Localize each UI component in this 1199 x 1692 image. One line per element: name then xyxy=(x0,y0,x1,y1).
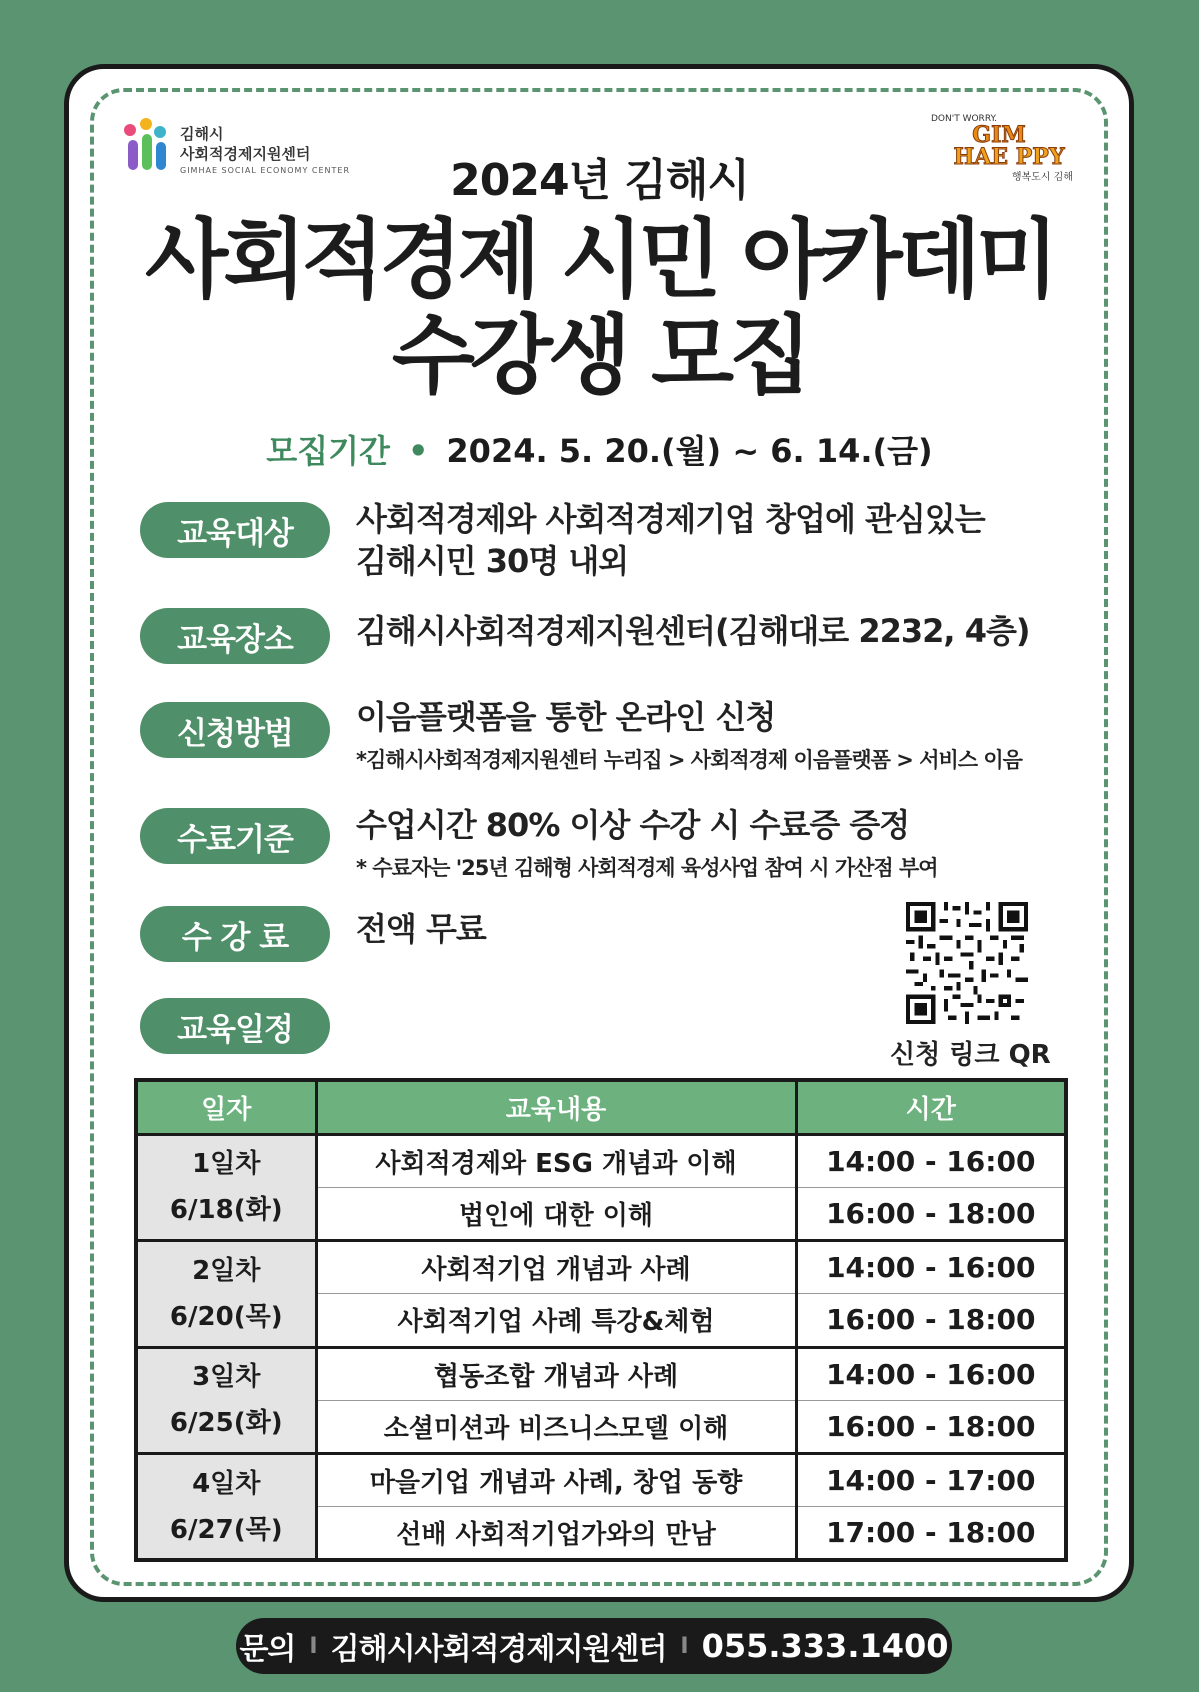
session-content: 사회적기업 사례 특강&체험 xyxy=(316,1294,796,1347)
recruit-period xyxy=(0,426,1199,472)
session-time: 14:00 - 16:00 xyxy=(796,1134,1066,1187)
target-text xyxy=(356,498,985,582)
target-line2: 김해시민 30명 내외 xyxy=(356,542,629,580)
period-value: 2024. 5. 20.(월) ~ 6. 14.(금) xyxy=(446,432,933,470)
session-time: 16:00 - 18:00 xyxy=(796,1400,1066,1453)
day-date: 6/27(목) xyxy=(169,1514,283,1545)
session-content: 소셜미션과 비즈니스모델 이해 xyxy=(316,1400,796,1453)
session-content: 사회적기업 개념과 사례 xyxy=(316,1241,796,1294)
contact-separator: I xyxy=(309,1633,317,1659)
day-date: 6/20(목) xyxy=(169,1301,283,1332)
completion-pill: 수료기준 xyxy=(140,808,330,864)
target-line1: 사회적경제와 사회적경제기업 창업에 관심있는 xyxy=(356,500,985,538)
session-time: 16:00 - 18:00 xyxy=(796,1294,1066,1347)
table-row xyxy=(136,1454,1066,1507)
period-label: 모집기간 xyxy=(266,432,390,470)
apply-text: 이음플랫폼을 통한 온라인 신청 xyxy=(356,698,776,736)
session-time: 14:00 - 16:00 xyxy=(796,1347,1066,1400)
schedule-pill: 교육일정 xyxy=(140,998,330,1054)
session-time: 14:00 - 17:00 xyxy=(796,1454,1066,1507)
header-date: 일자 xyxy=(136,1080,316,1134)
session-content: 선배 사회적기업가와의 만남 xyxy=(316,1507,796,1560)
session-time: 17:00 - 18:00 xyxy=(796,1507,1066,1560)
table-header-row xyxy=(136,1080,1066,1134)
schedule-table xyxy=(134,1078,1068,1562)
completion-text: 수업시간 80% 이상 수강 시 수료증 증정 xyxy=(356,806,910,844)
completion-note: * 수료자는 '25년 김해형 사회적경제 육성사업 참여 시 가산점 부여 xyxy=(356,856,938,880)
day-date: 6/25(화) xyxy=(169,1408,283,1439)
header-content: 교육내용 xyxy=(316,1080,796,1134)
session-time: 16:00 - 18:00 xyxy=(796,1187,1066,1240)
day-cell xyxy=(136,1347,316,1454)
period-bullet: • xyxy=(407,432,429,470)
day-cell xyxy=(136,1454,316,1561)
city-logo-line1: GIM xyxy=(972,122,1026,148)
contact-footer xyxy=(236,1618,952,1674)
day-date: 6/18(화) xyxy=(169,1195,283,1226)
location-text: 김해시사회적경제지원센터(김해대로 2232, 4층) xyxy=(356,612,1030,650)
page-title xyxy=(0,212,1199,404)
table-row xyxy=(136,1241,1066,1294)
day-label: 2일차 xyxy=(192,1255,261,1286)
fee-pill: 수 강 료 xyxy=(140,906,330,962)
session-content: 마을기업 개념과 사례, 창업 동향 xyxy=(316,1454,796,1507)
org-logo-line2: 사회적경제지원센터 xyxy=(180,144,311,163)
org-logo-line3: GIMHAE SOCIAL ECONOMY CENTER xyxy=(180,165,351,175)
target-pill: 교육대상 xyxy=(140,502,330,558)
table-row xyxy=(136,1347,1066,1400)
apply-pill: 신청방법 xyxy=(140,702,330,758)
day-cell xyxy=(136,1241,316,1348)
day-label: 4일차 xyxy=(192,1468,261,1499)
contact-label: 문의 xyxy=(239,1632,296,1667)
day-label: 1일차 xyxy=(192,1149,261,1180)
session-time: 14:00 - 16:00 xyxy=(796,1241,1066,1294)
title-line2: 수강생 모집 xyxy=(391,306,808,406)
city-logo-tag: 행복도시 김해 xyxy=(1011,172,1073,183)
title-line1: 사회적경제 시민 아카데미 xyxy=(145,210,1054,310)
contact-org: 김해시사회적경제지원센터 xyxy=(330,1632,667,1667)
contact-separator: I xyxy=(680,1633,688,1659)
day-cell xyxy=(136,1134,316,1241)
fee-text: 전액 무료 xyxy=(356,910,486,948)
session-content: 법인에 대한 이해 xyxy=(316,1187,796,1240)
city-logo-line2: HAE PPY xyxy=(953,144,1065,170)
qr-label: 신청 링크 QR xyxy=(890,1040,1051,1070)
qr-code-icon[interactable] xyxy=(906,902,1028,1024)
contact-phone[interactable]: 055.333.1400 xyxy=(701,1627,949,1665)
city-logo-small: DON'T WORRY. xyxy=(931,114,998,124)
org-logo-line1: 김해시 xyxy=(180,124,224,143)
day-label: 3일차 xyxy=(192,1362,261,1393)
session-content: 사회적경제와 ESG 개념과 이해 xyxy=(316,1134,796,1187)
location-pill: 교육장소 xyxy=(140,608,330,664)
table-row xyxy=(136,1134,1066,1187)
apply-note: *김해시사회적경제지원센터 누리집 > 사회적경제 이음플랫폼 > 서비스 이음 xyxy=(356,748,1022,772)
session-content: 협동조합 개념과 사례 xyxy=(316,1347,796,1400)
header-time: 시간 xyxy=(796,1080,1066,1134)
subtitle: 2024년 김해시 xyxy=(450,155,749,206)
